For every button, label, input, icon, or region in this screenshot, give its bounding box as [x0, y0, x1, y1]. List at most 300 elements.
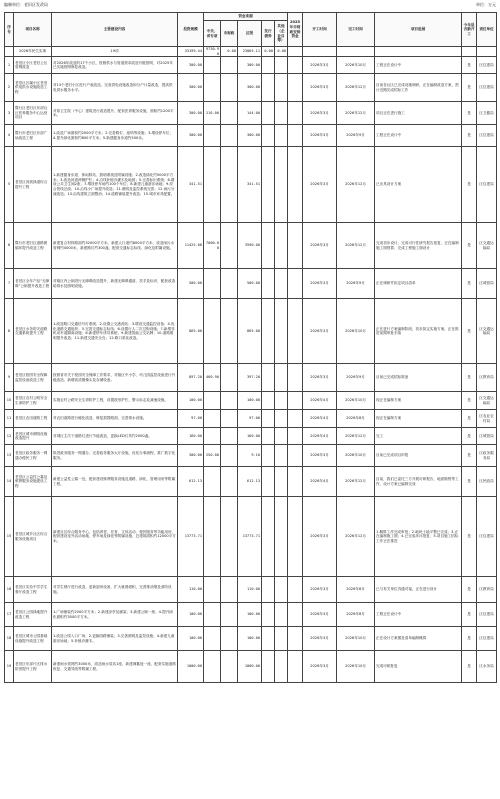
row-start: 2026年3月: [303, 223, 337, 269]
row-content: 新建公益性公墓一处，配套建设殡葬服务设施及道路、绿化、管理用房等附属工程。: [52, 467, 178, 497]
row-no: 8: [5, 299, 14, 364]
row-content: 对农田道路进行硬化改造，修复损毁路面，完善排水设施。: [52, 410, 178, 428]
row-bond: [262, 627, 275, 651]
row-central: 250.00: [204, 445, 221, 467]
summary-district: 23065.11: [238, 47, 262, 57]
row-finish: 2026年10月: [337, 627, 375, 651]
table-row: [5, 392, 497, 410]
table-row: [5, 445, 497, 467]
row-progress: 目前各社区已完成设施调研，正在编制改造方案，预计近期完成招标工作: [375, 74, 462, 102]
row-central: [204, 603, 221, 627]
row-finish: 2026年12月: [337, 74, 375, 102]
row-city: [221, 627, 238, 651]
row-no: 14: [5, 467, 14, 497]
row-bond: [262, 299, 275, 364]
row-district: 865.00: [238, 299, 262, 364]
row-finish: 2026年9月: [337, 269, 375, 299]
row-progress: 现正在编制方案: [375, 410, 462, 428]
row-total: 1000.00: [178, 651, 204, 683]
row-other: [275, 147, 288, 223]
row-start: 2026年3月: [303, 577, 337, 603]
row-bond: [262, 147, 275, 223]
currency-unit: 单位：万元: [476, 2, 496, 7]
row-city: [221, 299, 238, 364]
row-name: 暨行市老旧区东部广场改造工程: [14, 125, 52, 147]
row-finish: 2026年10月: [337, 651, 375, 683]
row-new: 是: [462, 392, 477, 410]
row-finish: 2026年8月: [337, 603, 375, 627]
row-city: [221, 125, 238, 147]
row-central: [204, 497, 221, 577]
row-no: 13: [5, 445, 14, 467]
row-central: 216.00: [204, 102, 221, 125]
row-new: 是: [462, 125, 477, 147]
row-unit: 区住建局: [477, 74, 497, 102]
row-no: 5: [5, 147, 14, 223]
row-unit: 区住建局: [477, 603, 497, 627]
row-unit: 区教育局: [477, 577, 497, 603]
row-new: 是: [462, 651, 477, 683]
row-start: 2026年3月: [303, 125, 337, 147]
row-new: 是: [462, 428, 477, 445]
row-total: 500.00: [178, 269, 204, 299]
row-district: 160.00: [238, 428, 262, 445]
row-start: 2026年3月: [303, 364, 337, 392]
row-unit: 区住建局: [477, 125, 497, 147]
row-no: 18: [5, 627, 14, 651]
row-no: 19: [5, 651, 14, 683]
row-content: 对13个老旧小区进行户表改造，完成供电设施改造和分户计量改造，提高供电供水服务水平。: [52, 74, 178, 102]
row-new: 是: [462, 364, 477, 392]
row-name: 老旧区校园安全保障监控设备改造工程: [14, 364, 52, 392]
row-content: 新建社区综合服务中心，包括养老、托育、文体活动、便民服务等功能用房，配套建设室外活动场地、停车场及绿化等附属设施，总建筑面积约12000平方米。: [52, 497, 178, 577]
row-district: 100.00: [238, 627, 262, 651]
summary-row: [5, 47, 497, 57]
row-unit: 区交通运输局: [477, 223, 497, 269]
project-table: [4, 12, 497, 683]
table-row: [5, 410, 497, 428]
row-other: [275, 57, 288, 74]
row-central: [204, 125, 221, 147]
row-name: 老旧区区属小区老旧供电供水设施改造工程: [14, 74, 52, 102]
row-city: [221, 497, 238, 577]
row-other: [275, 497, 288, 577]
row-new: 是: [462, 577, 477, 603]
row-new: 是: [462, 497, 477, 577]
row-bond: [262, 392, 275, 410]
row-finish: 2026年12月: [337, 223, 375, 269]
row-district: 110.00: [238, 577, 262, 603]
row-new: 是: [462, 223, 477, 269]
row-2025: [288, 428, 303, 445]
row-city: [221, 651, 238, 683]
row-bond: [262, 577, 275, 603]
row-city: [221, 445, 238, 467]
row-unit: 区住建局: [477, 497, 497, 577]
row-unit: 区住建局: [477, 147, 497, 223]
table-row: [5, 364, 497, 392]
row-total: 97.00: [178, 410, 204, 428]
row-district: 300.00: [238, 125, 262, 147]
row-progress: 项目正在进行施工: [375, 102, 462, 125]
row-unit: 区水务局: [477, 651, 497, 683]
row-district: 300.00: [238, 74, 262, 102]
row-central: [204, 428, 221, 445]
row-central: [204, 651, 221, 683]
row-city: [221, 364, 238, 392]
row-progress: 完成可研批复: [375, 651, 462, 683]
header-fund-other: 其他（企业自筹）: [275, 21, 288, 47]
header-fund-city: 市财政: [221, 21, 238, 47]
row-name: 老旧区公益性公墓及殡葬服务设施建设工程: [14, 467, 52, 497]
row-2025: [288, 410, 303, 428]
table-row: [5, 147, 497, 223]
row-name: 老旧区水务防灾道路交通系统提升工程: [14, 299, 52, 364]
summary-other: 0.00: [275, 47, 288, 57]
summary-bond: 0.00: [262, 47, 275, 57]
row-other: [275, 125, 288, 147]
row-no: 15: [5, 497, 14, 577]
row-total: 612.13: [178, 467, 204, 497]
row-name: 老旧区农田道路工程: [14, 410, 52, 428]
summary-label: 2026年民生实事: [14, 47, 52, 57]
row-2025: [288, 147, 303, 223]
row-other: [275, 428, 288, 445]
row-2025: [288, 364, 303, 392]
row-finish: 2026年12月: [337, 102, 375, 125]
row-district: 13773.71: [238, 497, 262, 577]
table-row: [5, 102, 497, 125]
row-city: [221, 223, 238, 269]
row-content: 对城区主次干道路灯进行节能改造，更换LED灯具约2000盏。: [52, 428, 178, 445]
row-total: 865.00: [178, 299, 204, 364]
row-2025: [288, 467, 303, 497]
row-bond: [262, 467, 275, 497]
row-name: 老旧区公园绿地提升改造工程: [14, 603, 52, 627]
row-other: [275, 392, 288, 410]
row-other: [275, 603, 288, 627]
table-row: [5, 269, 497, 299]
row-bond: [262, 223, 275, 269]
row-other: [275, 299, 288, 364]
row-2025: [288, 269, 303, 299]
row-finish: 2026年10月: [337, 299, 375, 364]
row-no: 1: [5, 57, 14, 74]
row-2025: [288, 497, 303, 577]
table-row: [5, 467, 497, 497]
header-fund-source: 资金来源: [204, 13, 288, 21]
row-content: 1.改造公园入口广场；2.更换园路铺装；3.完善照明及监控设施；4.新建儿童游乐场地；5.补植乔灌木。: [52, 627, 178, 651]
row-start: 2026年3月: [303, 445, 337, 467]
row-finish: 2026年9月: [337, 364, 375, 392]
row-progress: 工程正在设计中: [375, 603, 462, 627]
row-finish: 2026年12月: [337, 497, 375, 577]
row-progress: 完工: [375, 428, 462, 445]
row-start: 2026年3月: [303, 74, 337, 102]
row-content: 新建复合材料路面约32000平方米，新建人行道约8000平方米，改造雨污水管网约4000米，新建路灯约300盏，配套交通标志标线、绿化及附属设施。: [52, 223, 178, 269]
header-unit: 责任单位: [477, 13, 497, 47]
row-bond: [262, 102, 275, 125]
row-progress: 正在进行方案编制阶段，初步拟定实施方案，正在推进前期审批手续: [375, 299, 462, 364]
row-start: 2026年3月: [303, 627, 337, 651]
row-unit: 区交通运输局: [477, 299, 497, 364]
row-unit: 区交通运输局: [477, 392, 497, 410]
row-unit: 区卫健局: [477, 102, 497, 125]
summary-finish: [337, 47, 375, 57]
row-city: [221, 603, 238, 627]
row-name: 老旧区农村公路安全生命防护工程: [14, 392, 52, 410]
row-2025: [288, 102, 303, 125]
row-finish: 2026年8月: [337, 577, 375, 603]
row-finish: 2026年8月: [337, 410, 375, 428]
row-content: 新建雨水管网约3000米，改造雨水泵站1座，新建调蓄池一座，配套实施道路恢复、交通导改等附属工程。: [52, 651, 178, 683]
row-district: 612.13: [238, 467, 262, 497]
row-unit: 区教育局: [477, 364, 497, 392]
row-city: [221, 74, 238, 102]
row-2025: [288, 651, 303, 683]
row-finish: 2026年12月: [337, 147, 375, 223]
row-bond: [262, 364, 275, 392]
row-content: 对2026年改造的17个小区，按照供水与管道需求改造升级管网，对2025年已实施管网修复改造。: [52, 57, 178, 74]
row-no: 10: [5, 392, 14, 410]
row-district: 100.00: [238, 392, 262, 410]
table-row: [5, 627, 497, 651]
row-district: 97.00: [238, 410, 262, 428]
row-city: [221, 428, 238, 445]
row-other: [275, 364, 288, 392]
row-progress: 工程正在设计中: [375, 57, 462, 74]
row-other: [275, 651, 288, 683]
row-content: 1.新建健身步道、休闲驿站、照明系统及附属设施；2.改造绿化约5000平方米；3.改造河道两侧护栏；4.沿线补植乔灌木及地被；5.完善标识系统；6.增设公共卫生间2座；7.增设停车场约100个车位；8.新建儿童游乐场地；9.综合管线迁改；10.沿线小广场提升改造；11.照明及监控系统完善；12.雨污分流改造；13.沿线建筑立面整治；14.道路铺装提升改造；15.城市家具配置。: [52, 147, 178, 223]
row-2025: [288, 223, 303, 269]
compiling-unit: 编制单位：老旧区发改局: [4, 2, 48, 7]
row-name: 老旧区河滨绿道综合提升工程: [14, 147, 52, 223]
header-start: 开工时间: [303, 13, 337, 47]
row-2025: [288, 445, 303, 467]
row-no: 16: [5, 577, 14, 603]
row-content: 1.改造路口交通信号灯系统；2.设置公交港湾站；3.增设交通监控设备；4.优化道路交通组织；5.完善交通标志标线；6.设置行人二次过街设施；7.新增非机动车道隔离设施；8.新建停车诱导系统；9.新建智能公交站牌；10.道路照明提升改造；11.新建交通安全岛；12.路口渠化改造。: [52, 299, 178, 364]
row-bond: [262, 125, 275, 147]
summary-total: 33199.44: [178, 47, 204, 57]
summary-new: [462, 47, 477, 57]
row-total: 300.00: [178, 74, 204, 102]
row-2025: [288, 627, 303, 651]
row-total: 100.00: [178, 603, 204, 627]
row-content: 1.广场铺装约2000平方米；2.新建凉亭及廊架；3.新建公厕一座；4.提升绿化面积约3000平方米。: [52, 603, 178, 627]
row-new: 是: [462, 627, 477, 651]
row-bond: [262, 651, 275, 683]
row-progress: 工程正在设计中: [375, 125, 462, 147]
page-topline: [0, 0, 500, 12]
row-new: 是: [462, 445, 477, 467]
row-2025: [288, 577, 303, 603]
row-name: 老旧区城市公园基础设施提升改造工程: [14, 627, 52, 651]
row-unit: 区城管局: [477, 269, 497, 299]
row-central: [204, 269, 221, 299]
row-progress: 完成初步设计，完成可行性研究报告批复，正在编制施工图预算，完成工程施工图设计: [375, 223, 462, 269]
table-row: [5, 497, 497, 577]
row-content: 对原卫生院（中心）建筑进行改造提升，配套医养服务设施，面积约1200平米。: [52, 102, 178, 125]
row-unit: 区政务服务局: [477, 445, 497, 467]
row-no: 17: [5, 603, 14, 627]
row-central: [204, 627, 221, 651]
header-content: 主要建设内容: [52, 13, 178, 47]
row-start: 2026年3月: [303, 147, 337, 223]
row-start: 2026年3月: [303, 603, 337, 627]
row-total: 13773.71: [178, 497, 204, 577]
row-total: 11425.08: [178, 223, 204, 269]
row-start: 2026年3月: [303, 57, 337, 74]
row-2025: [288, 125, 303, 147]
header-no: 序号: [5, 13, 14, 47]
table-row: [5, 651, 497, 683]
table-row: [5, 125, 497, 147]
row-progress: 1.概算工作完成审批；2.地块土地平整已完成；3.正在编制施工图；4.已完成环评批复；5.项目施工招标工作正在推进: [375, 497, 462, 577]
summary-central: 9730.90: [204, 47, 221, 57]
header-new: 今年是否新开工: [462, 13, 477, 47]
row-progress: 已出具设计方案: [375, 147, 462, 223]
row-city: [221, 57, 238, 74]
row-new: 是: [462, 299, 477, 364]
row-new: 是: [462, 57, 477, 74]
row-no: 6: [5, 223, 14, 269]
row-total: 110.00: [178, 577, 204, 603]
table-row: [5, 74, 497, 102]
row-progress: 正在设计方案图及清单编制概算: [375, 627, 462, 651]
row-new: 是: [462, 603, 477, 627]
row-new: 是: [462, 147, 477, 223]
row-central: 460.90: [204, 364, 221, 392]
row-content: 按照省市关于校园安全保障工作要求，对辖区中小学、幼儿园监控设备进行升级改造，新增高清摄像头及存储设备。: [52, 364, 178, 392]
row-city: [221, 410, 238, 428]
table-row: [5, 223, 497, 269]
row-other: [275, 102, 288, 125]
row-city: [221, 467, 238, 497]
row-total: 100.00: [178, 392, 204, 410]
row-no: 2: [5, 74, 14, 102]
header-total: 投资规模: [178, 13, 204, 47]
header-fund-district: 区级: [238, 21, 262, 47]
row-central: [204, 57, 221, 74]
row-total: 341.51: [178, 147, 204, 223]
row-finish: 2026年12月: [337, 428, 375, 445]
table-row: [5, 299, 497, 364]
header-fund-central: 中央、省专项: [204, 21, 221, 47]
row-unit: 区住建局: [477, 57, 497, 74]
row-bond: [262, 603, 275, 627]
row-no: 9: [5, 364, 14, 392]
table-row: [5, 577, 497, 603]
row-no: 3: [5, 102, 14, 125]
header-progress: 项目进展: [375, 13, 462, 47]
row-new: 是: [462, 74, 477, 102]
row-central: [204, 467, 221, 497]
header-2025: 2025年市财政安排资金: [288, 13, 303, 47]
row-new: 是: [462, 102, 477, 125]
row-progress: 目前已完成招标准备: [375, 364, 462, 392]
row-bond: [262, 57, 275, 74]
row-other: [275, 627, 288, 651]
row-finish: 2026年12月: [337, 467, 375, 497]
row-start: 2026年3月: [303, 651, 337, 683]
header-finish: 完工时间: [337, 13, 375, 47]
row-total: 897.20: [178, 364, 204, 392]
row-central: 7000.00: [204, 223, 221, 269]
row-content: 实施农村公路安全生命防护工程，设置波形护栏、警示标志及减速设施。: [52, 392, 178, 410]
row-start: 2026年3月: [303, 102, 337, 125]
row-district: 300.00: [238, 57, 262, 74]
row-new: 是: [462, 467, 477, 497]
row-central: [204, 577, 221, 603]
row-content: 推进政务服务一网通办，完善政务服务大厅设施，优化办事流程，推广数字化服务。: [52, 445, 178, 467]
row-start: 2026年4月: [303, 467, 337, 497]
row-unit: 区农业农村局: [477, 410, 497, 428]
table-row: [5, 428, 497, 445]
row-total: 160.00: [178, 428, 204, 445]
row-central: [204, 74, 221, 102]
row-district: 500.00: [238, 269, 262, 299]
row-name: 老旧区城乡社区综合服务设施项目: [14, 497, 52, 577]
row-progress: 现正在编制方案: [375, 392, 462, 410]
row-start: 2026年3月: [303, 497, 337, 577]
row-progress: 已与有关单位沟通对接，正在进行设计: [375, 577, 462, 603]
row-district: 100.00: [238, 603, 262, 627]
row-name: 老旧区实验中学学生餐厅改造工程: [14, 577, 52, 603]
row-central: [204, 410, 221, 428]
row-name: 老旧区小区老旧公区管网改造: [14, 57, 52, 74]
row-other: [275, 269, 288, 299]
row-unit: 区城管局: [477, 428, 497, 445]
summary-city: 0.00: [221, 47, 238, 57]
row-name: 暨行区老旧区东部社区医养服务中心运营项目: [14, 102, 52, 125]
row-progress: 目前，我们已委托三方开展可研报告、地质勘察等工作，设计方案已编制完成: [375, 467, 462, 497]
row-progress: 目前已完成项目申报: [375, 445, 462, 467]
row-total: 300.00: [178, 445, 204, 467]
row-2025: [288, 299, 303, 364]
row-unit: 区住建局: [477, 627, 497, 651]
row-no: 4: [5, 125, 14, 147]
table-row: [5, 57, 497, 74]
summary-2025: [288, 47, 303, 57]
row-name: 老旧区全年产品“无障碍”公厕提升改造工程: [14, 269, 52, 299]
summary-progress: [375, 47, 462, 57]
row-total: 300.00: [178, 102, 204, 125]
row-name: 老旧区政务服务一网通办便民工程: [14, 445, 52, 467]
row-no: 11: [5, 410, 14, 428]
summary-start: [303, 47, 337, 57]
row-other: [275, 577, 288, 603]
row-district: 1000.00: [238, 651, 262, 683]
row-bond: [262, 497, 275, 577]
row-bond: [262, 410, 275, 428]
header-name: 项目名称: [14, 13, 52, 47]
row-central: [204, 392, 221, 410]
row-start: 2026年4月: [303, 428, 337, 445]
row-district: 144.00: [238, 102, 262, 125]
row-central: [204, 299, 221, 364]
row-no: 7: [5, 269, 14, 299]
row-other: [275, 467, 288, 497]
row-start: 2026年3月: [303, 269, 337, 299]
row-other: [275, 410, 288, 428]
row-no: 12: [5, 428, 14, 445]
row-new: 是: [462, 410, 477, 428]
row-district: 397.20: [238, 364, 262, 392]
row-2025: [288, 57, 303, 74]
row-finish: 2026年10月: [337, 57, 375, 74]
row-total: 100.00: [178, 627, 204, 651]
header-fund-bond: 发行债券: [262, 21, 275, 47]
